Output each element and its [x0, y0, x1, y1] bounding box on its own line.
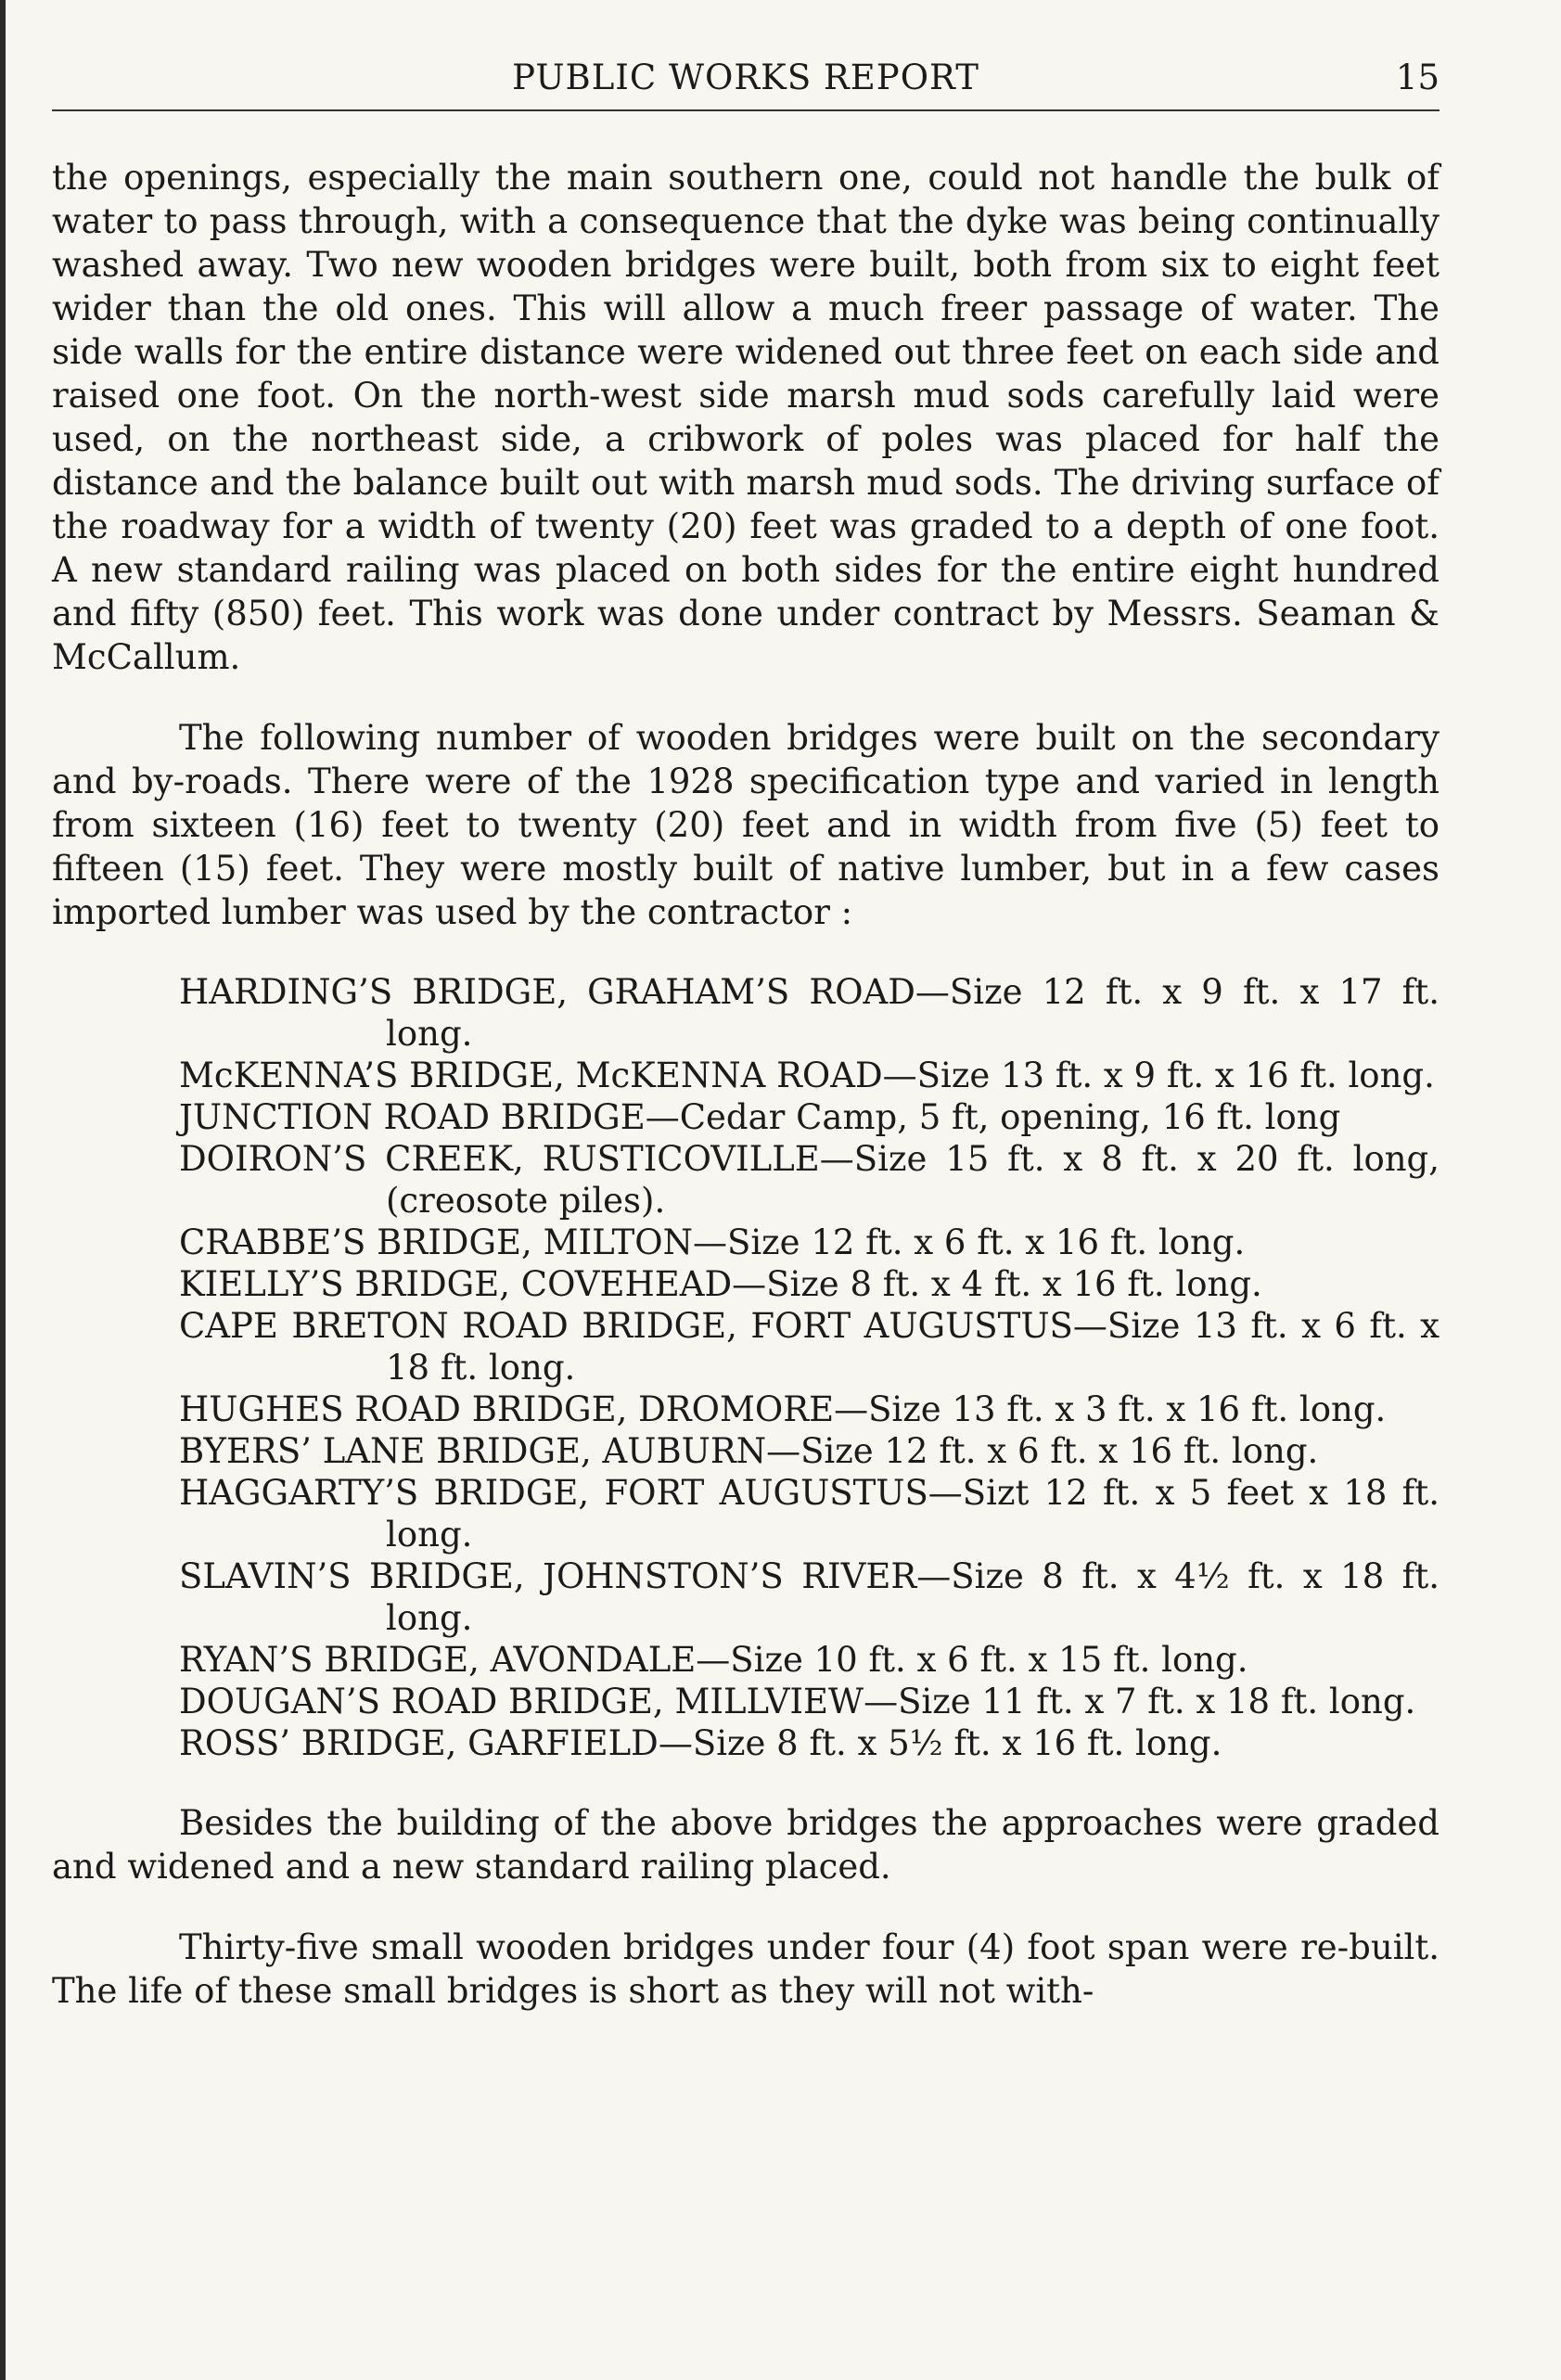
paragraph-small-bridges: Thirty-five small wooden bridges under four (4) foot span were re-built. The life of these small bridges is short as they will not with- [52, 1927, 1439, 2011]
list-item: HAGGARTY’S BRIDGE, FORT AUGUSTUS—Sizt 12 ft. x 5 feet x 18 ft. long. [179, 1473, 1439, 1555]
list-item: CAPE BRETON ROAD BRIDGE, FORT AUGUSTUS—Size 13 ft. x 6 ft. x 18 ft. long. [179, 1306, 1439, 1388]
list-item: JUNCTION ROAD BRIDGE—Cedar Camp, 5 ft, opening, 16 ft. long [179, 1097, 1341, 1137]
list-item: McKENNA’S BRIDGE, McKENNA ROAD—Size 13 ft. x 9 ft. x 16 ft. long. [179, 1056, 1435, 1095]
page-header [52, 58, 1439, 113]
header-rule [52, 109, 1439, 111]
list-item: DOIRON’S CREEK, RUSTICOVILLE—Size 15 ft. x 8 ft. x 20 ft. long, (creosote piles). [179, 1139, 1439, 1221]
list-item: CRABBE’S BRIDGE, MILTON—Size 12 ft. x 6 ft. x 16 ft. long. [179, 1222, 1246, 1262]
list-item: HARDING’S BRIDGE, GRAHAM’S ROAD—Size 12 ft. x 9 ft. x 17 ft. long. [179, 972, 1439, 1054]
list-item: RYAN’S BRIDGE, AVONDALE—Size 10 ft. x 6 ft. x 15 ft. long. [179, 1640, 1248, 1680]
page-binding-edge [0, 0, 6, 2380]
page-number: 15 [1395, 58, 1439, 97]
paragraph-dyke-work: the openings, especially the main southern one, could not handle the bulk of water to pass through, with a consequence that the dyke was being continually washed away. Two new wooden bridges were built, both from six to eight feet wider than the old ones. This will allow a much freer passage of water. The side walls for the entire distance were widened out three feet on each side and raised one foot. On the north-west side marsh mud sods carefully laid were used, on the northeast side, a cribwork of poles was placed for half the distance and the balance built out with marsh mud sods. The driving surface of the roadway for a width of twenty (20) feet was graded to a depth of one foot. A new standard railing was placed on both sides for the entire eight hundred and fifty (850) feet. This work was done under contract by Messrs. Seaman & McCallum. [52, 158, 1439, 677]
bridge-list [52, 971, 1439, 1764]
paragraph-bridges-intro: The following number of wooden bridges were built on the secondary and by-roads. There were of the 1928 specification type and varied in length from sixteen (16) feet to twenty (20) feet and in width from five (5) feet to fifteen (15) feet. They were mostly built of native lumber, but in a few cases imported lumber was used by the contractor : [52, 718, 1439, 932]
list-item: BYERS’ LANE BRIDGE, AUBURN—Size 12 ft. x 6 ft. x 16 ft. long. [179, 1431, 1319, 1471]
list-item: HUGHES ROAD BRIDGE, DROMORE—Size 13 ft. x 3 ft. x 16 ft. long. [179, 1389, 1387, 1429]
list-item: KIELLY’S BRIDGE, COVEHEAD—Size 8 ft. x 4 ft. x 16 ft. long. [179, 1264, 1262, 1304]
list-item: SLAVIN’S BRIDGE, JOHNSTON’S RIVER—Size 8 ft. x 4½ ft. x 18 ft. long. [179, 1556, 1439, 1638]
paragraph-approaches: Besides the building of the above bridges the approaches were graded and widened and a new standard railing placed. [52, 1803, 1439, 1887]
list-item: DOUGAN’S ROAD BRIDGE, MILLVIEW—Size 11 ft. x 7 ft. x 18 ft. long. [179, 1682, 1416, 1721]
page-body [52, 156, 1439, 2050]
report-title: PUBLIC WORKS REPORT [512, 58, 979, 97]
list-item: ROSS’ BRIDGE, GARFIELD—Size 8 ft. x 5½ ft. x 16 ft. long. [179, 1723, 1222, 1763]
